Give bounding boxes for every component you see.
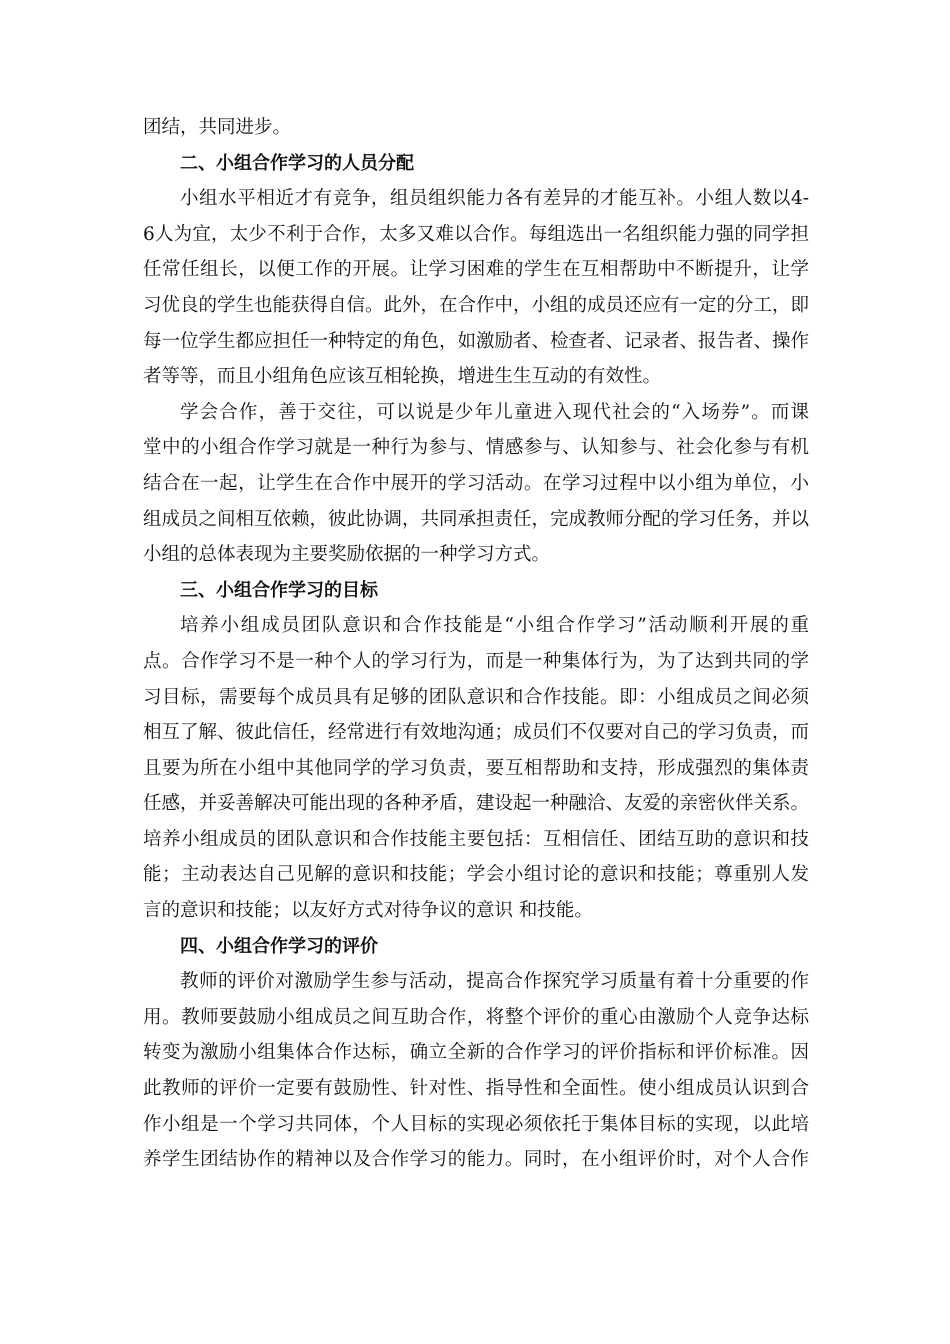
paragraph-line: 团结，共同进步。 (143, 117, 292, 138)
paragraph-line: 任常任组长，以便工作的开展。让学习困难的学生在互相帮助中不断提升，让学 (143, 259, 809, 281)
paragraph (143, 110, 809, 146)
paragraph-line: 且要为所在小组中其他同学的学习负责，要互相帮助和支持，形成强烈的集体责 (143, 757, 809, 779)
section-heading: 二、小组合作学习的人员分配 (180, 152, 414, 174)
paragraph-line: 作小组是一个学习共同体，个人目标的实现必须依托于集体目标的实现，以此培 (143, 1113, 809, 1135)
paragraph (143, 964, 809, 1178)
paragraph-line: 6人为宜，太少不利于合作，太多又难以合作。每组选出一名组织能力强的同学担 (143, 223, 809, 245)
paragraph-line: 组成员之间相互依赖，彼此协调，共同承担责任，完成教师分配的学习任务，并以 (143, 508, 809, 530)
paragraph-line: 相互了解、彼此信任，经常进行有效地沟通；成员们不仅要对自己的学习负责，而 (143, 722, 809, 744)
paragraph-line: 任感，并妥善解决可能出现的各种矛盾，建设起一种融洽、友爱的亲密伙伴关系。 (143, 793, 809, 815)
paragraph-line: 点。合作学习不是一种个人的学习行为，而是一种集体行为，为了达到共同的学 (143, 650, 809, 672)
paragraph-line: 堂中的小组合作学习就是一种行为参与、情感参与、认知参与、社会化参与有机 (143, 437, 809, 459)
paragraph-line: 小组的总体表现为主要奖励依据的一种学习方式。 (143, 544, 551, 566)
paragraph-line: 学会合作，善于交往，可以说是少年儿童进入现代社会的“入场券”。而课 (180, 401, 809, 423)
document-body (143, 110, 809, 1178)
paragraph-line: 言的意识和技能；以友好方式对待争议的意识 和技能。 (143, 900, 593, 922)
paragraph (143, 181, 809, 395)
paragraph-line: 结合在一起，让学生在合作中展开的学习活动。在学习过程中以小组为单位，小 (143, 472, 809, 494)
paragraph-line: 培养小组成员团队意识和合作技能是“小组合作学习”活动顺利开展的重 (180, 615, 809, 637)
section-heading: 四、小组合作学习的评价 (180, 935, 378, 957)
paragraph-line: 能；主动表达自己见解的意识和技能；学会小组讨论的意识和技能；尊重别人发 (143, 864, 809, 886)
paragraph-line: 教师的评价对激励学生参与活动，提高合作探究学习质量有着十分重要的作 (180, 971, 809, 993)
paragraph-line: 此教师的评价一定要有鼓励性、针对性、指导性和全面性。使小组成员认识到合 (143, 1078, 809, 1100)
paragraph-line: 每一位学生都应担任一种特定的角色，如激励者、检查者、记录者、报告者、操作 (143, 330, 809, 352)
paragraph-line: 培养小组成员的团队意识和合作技能主要包括：互相信任、团结互助的意识和技 (143, 828, 809, 850)
paragraph-line: 养学生团结协作的精神以及合作学习的能力。同时，在小组评价时，对个人合作 (143, 1149, 809, 1171)
paragraph-line: 习目标，需要每个成员具有足够的团队意识和合作技能。即：小组成员之间必须 (143, 686, 809, 708)
paragraph-line: 小组水平相近才有竞争，组员组织能力各有差异的才能互补。小组人数以4- (180, 188, 809, 210)
paragraph-line: 者等等，而且小组角色应该互相轮换，增进生生互动的有效性。 (143, 366, 662, 388)
paragraph-line: 转变为激励小组集体合作达标，确立全新的合作学习的评价指标和评价标准。因 (143, 1042, 809, 1064)
paragraph (143, 608, 809, 928)
paragraph (143, 395, 809, 573)
section-heading: 三、小组合作学习的目标 (180, 579, 378, 601)
paragraph-line: 用。教师要鼓励小组成员之间互助合作，将整个评价的重心由激励个人竞争达标 (143, 1006, 809, 1028)
paragraph-line: 习优良的学生也能获得自信。此外，在合作中，小组的成员还应有一定的分工，即 (143, 294, 809, 316)
